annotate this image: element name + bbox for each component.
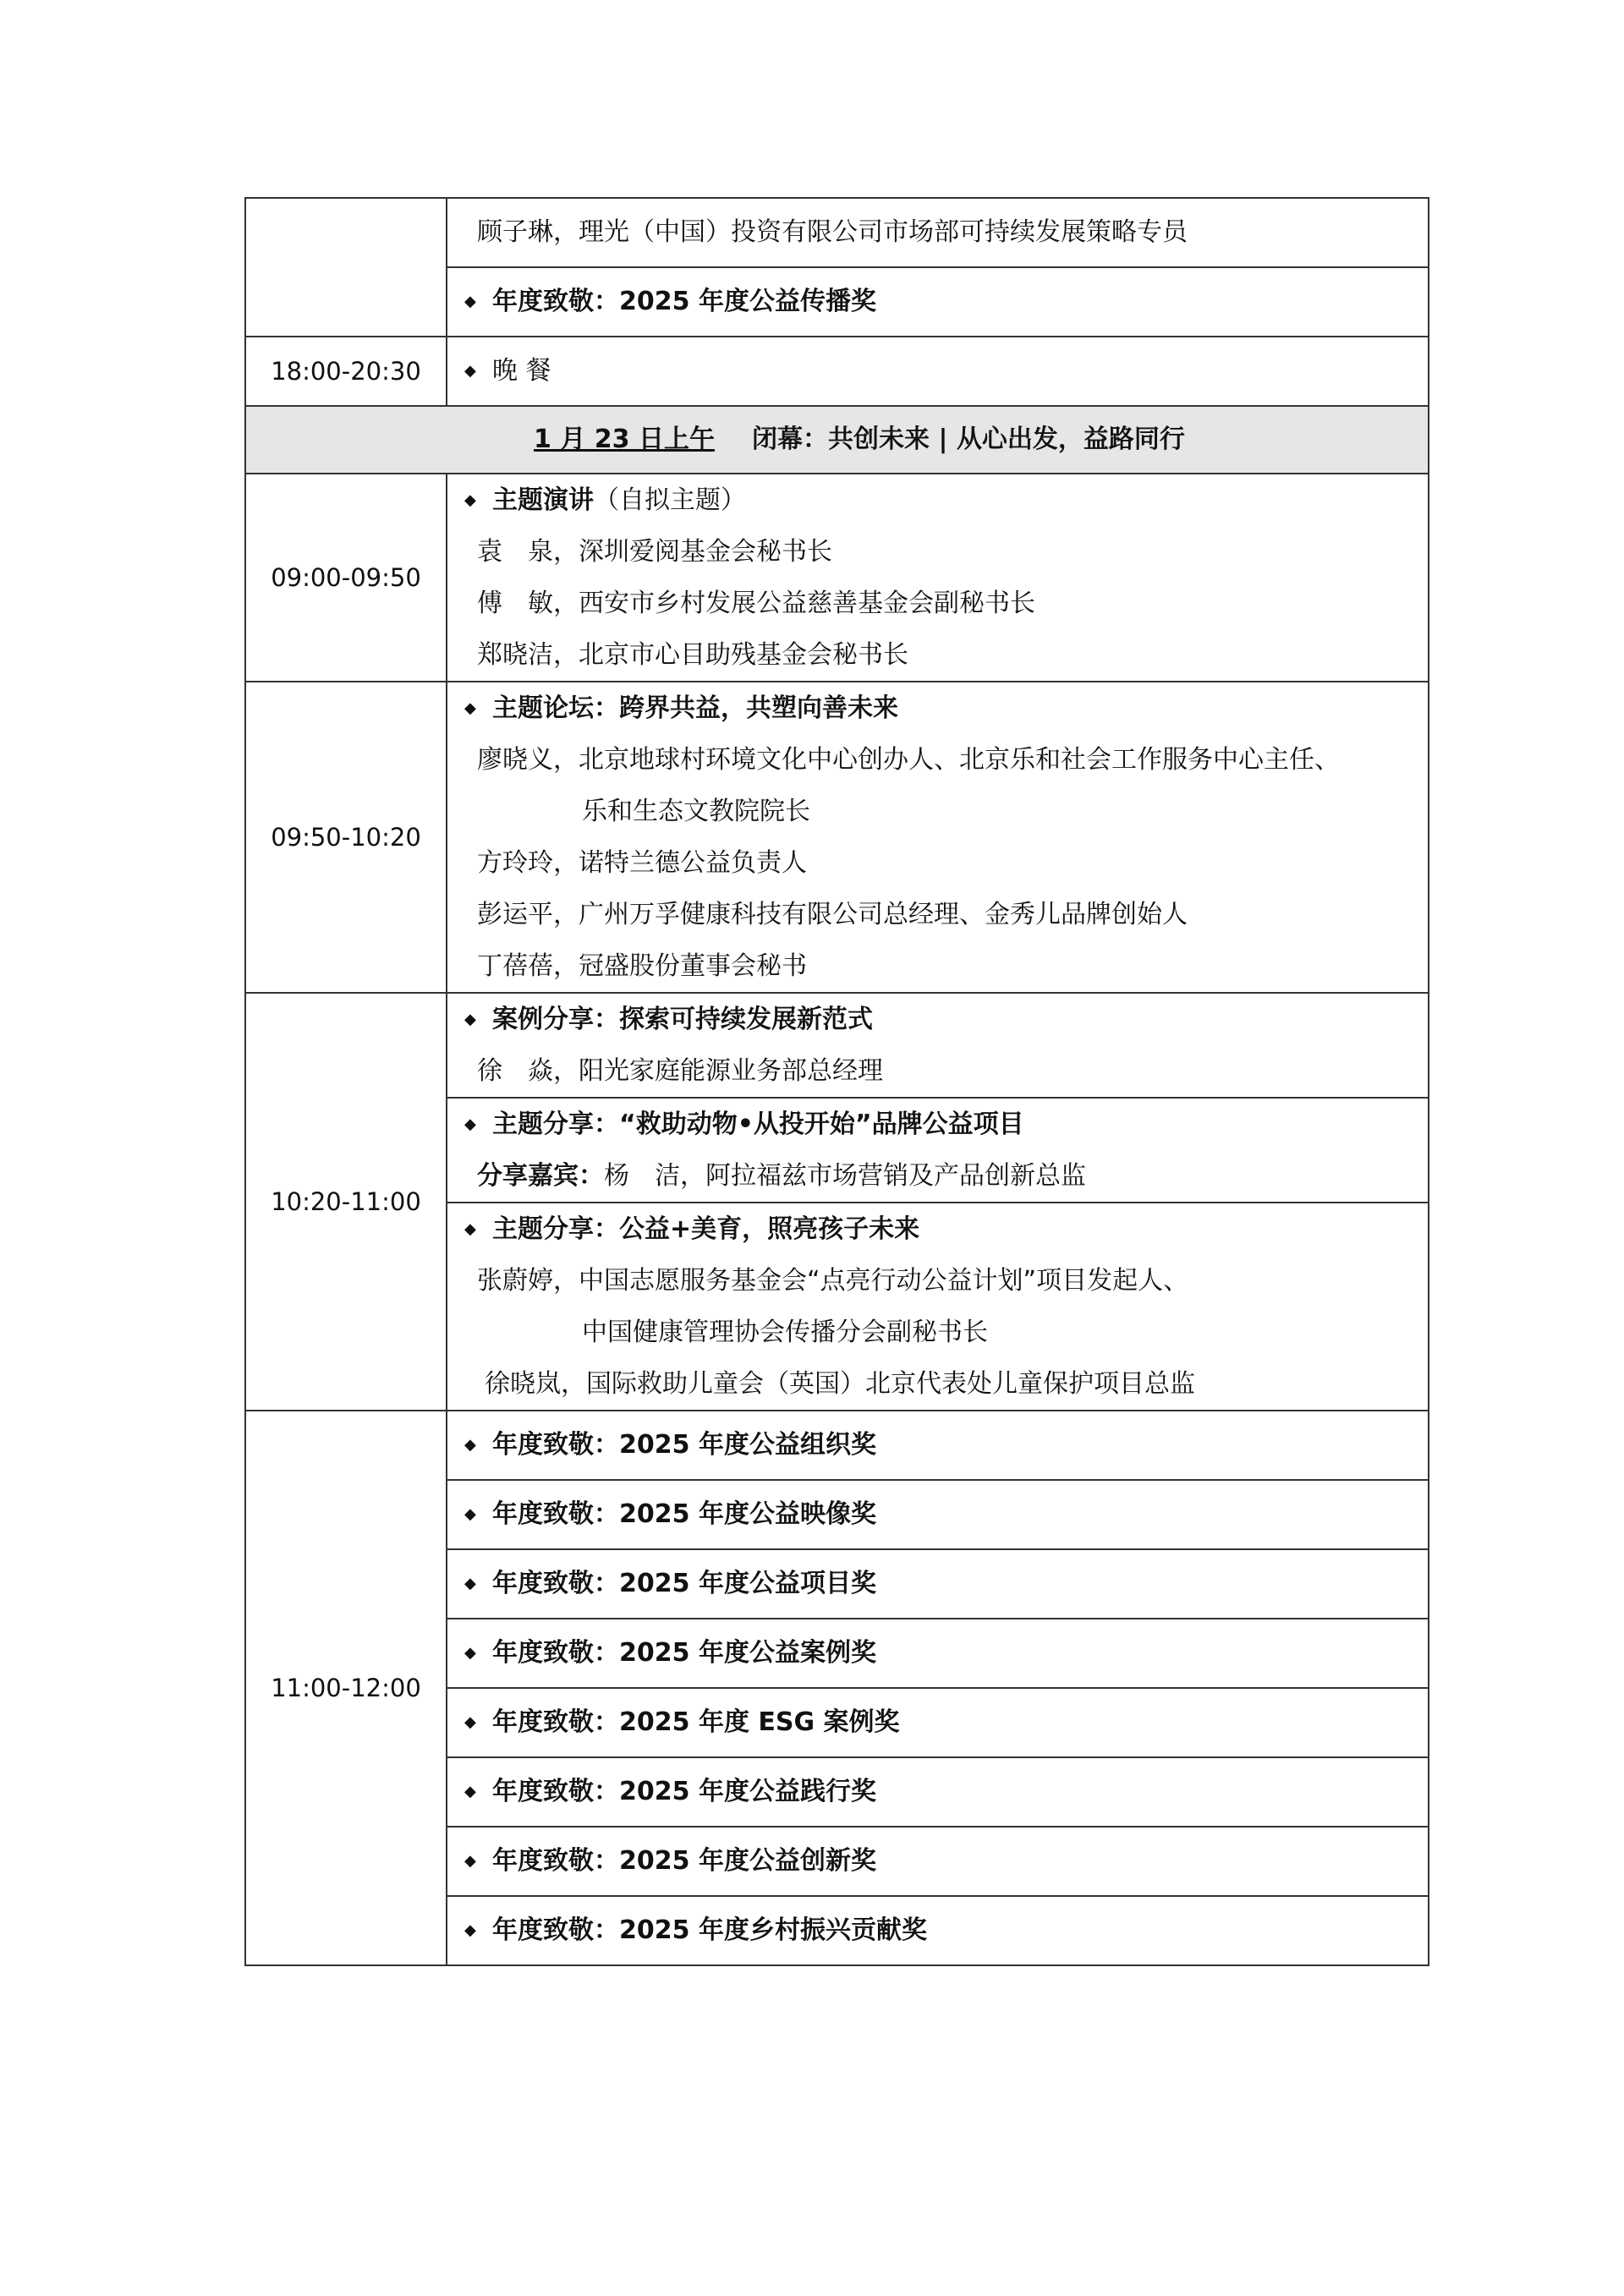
time-cell: 11:00-12:00 [245, 1411, 447, 1965]
award-title: 年度致敬：2025 年度 ESG 案例奖 [492, 1707, 900, 1737]
section-header-row [245, 406, 1429, 474]
bullet-icon: ◆ [464, 1220, 476, 1238]
award-cell [447, 1619, 1429, 1688]
speaker-line-continued: 中国健康管理协会传播分会副秘书长 [582, 1318, 988, 1347]
award-cell [447, 1480, 1429, 1549]
bullet-icon: ◆ [464, 1436, 476, 1454]
speaker-line: 丁蓓蓓，冠盛股份董事会秘书 [477, 951, 807, 981]
speaker-line: 方玲玲，诺特兰德公益负责人 [477, 848, 807, 878]
table-row [245, 474, 1429, 682]
award-cell [447, 1896, 1429, 1965]
case1-cell [447, 993, 1429, 1098]
time-cell: 09:50-10:20 [245, 682, 447, 993]
table-row [245, 682, 1429, 993]
award-title: 年度致敬：2025 年度公益组织奖 [492, 1430, 876, 1460]
speaker-line: 张蔚婷，中国志愿服务基金会“点亮行动公益计划”项目发起人、 [477, 1266, 1189, 1296]
bullet-icon: ◆ [464, 362, 476, 380]
award-title: 年度致敬：2025 年度公益案例奖 [492, 1638, 876, 1668]
bullet-icon: ◆ [464, 699, 476, 717]
section-title: 闭幕：共创未来 | 从心出发，益路同行 [752, 425, 1185, 454]
speaker-line: 袁 泉，深圳爱阅基金会秘书长 [477, 537, 832, 567]
award-title: 年度致敬：2025 年度乡村振兴贡献奖 [492, 1915, 927, 1945]
guest-label: 分享嘉宾： [477, 1161, 604, 1191]
speaker-line: 徐晓岚，国际救助儿童会（英国）北京代表处儿童保护项目总监 [485, 1369, 1195, 1399]
bullet-icon: ◆ [464, 1115, 476, 1133]
case2-head: 主题分享：“救助动物•从投开始”品牌公益项目 [492, 1110, 1024, 1139]
case1-head: 案例分享：探索可持续发展新范式 [492, 1005, 873, 1034]
bullet-icon: ◆ [464, 1852, 476, 1870]
keynote-cell [447, 474, 1429, 682]
award-cell [447, 1827, 1429, 1896]
award-cell [447, 1549, 1429, 1619]
dinner-label: 晚 餐 [492, 356, 551, 386]
award-title: 年度致敬：2025 年度公益创新奖 [492, 1846, 876, 1876]
award-cell [447, 1688, 1429, 1757]
award-cell [447, 267, 1429, 337]
speaker-line: 彭运平，广州万孚健康科技有限公司总经理、金秀儿品牌创始人 [477, 900, 1188, 929]
speaker-line: 郑晓洁，北京市心目助残基金会秘书长 [477, 640, 908, 670]
keynote-head: 主题演讲 [492, 485, 594, 515]
award-title: 年度致敬：2025 年度公益映像奖 [492, 1499, 876, 1529]
speaker-line: 廖晓义，北京地球村环境文化中心创办人、北京乐和社会工作服务中心主任、 [477, 745, 1340, 775]
award-title: 年度致敬：2025 年度公益传播奖 [492, 287, 876, 316]
table-row [245, 198, 1429, 267]
time-cell-empty [245, 198, 447, 337]
speaker-cell [447, 198, 1429, 267]
bullet-icon: ◆ [464, 293, 476, 310]
case3-cell [447, 1203, 1429, 1411]
bullet-icon: ◆ [464, 1713, 476, 1731]
keynote-note: （自拟主题） [594, 485, 746, 515]
table-row [245, 993, 1429, 1098]
forum-head: 主题论坛：跨界共益，共塑向善未来 [492, 693, 898, 723]
table-row [245, 337, 1429, 406]
time-cell: 09:00-09:50 [245, 474, 447, 682]
time-cell: 18:00-20:30 [245, 337, 447, 406]
forum-cell [447, 682, 1429, 993]
bullet-icon: ◆ [464, 1011, 476, 1028]
case3-head: 主题分享：公益+美育，照亮孩子未来 [492, 1214, 920, 1244]
section-header-cell [245, 406, 1429, 474]
award-cell [447, 1411, 1429, 1480]
dinner-cell [447, 337, 1429, 406]
time-cell: 10:20-11:00 [245, 993, 447, 1411]
speaker-line-continued: 乐和生态文教院院长 [582, 797, 810, 826]
bullet-icon: ◆ [464, 1921, 476, 1939]
bullet-icon: ◆ [464, 1575, 476, 1592]
award-cell [447, 1757, 1429, 1827]
section-date: 1 月 23 日上午 [534, 425, 715, 454]
speaker-line: 顾子琳，理光（中国）投资有限公司市场部可持续发展策略专员 [477, 217, 1188, 247]
table-row [245, 1411, 1429, 1480]
bullet-icon: ◆ [464, 1783, 476, 1800]
award-title: 年度致敬：2025 年度公益践行奖 [492, 1777, 876, 1806]
speaker-line: 杨 洁，阿拉福兹市场营销及产品创新总监 [604, 1161, 1086, 1191]
award-title: 年度致敬：2025 年度公益项目奖 [492, 1569, 876, 1598]
case2-cell [447, 1098, 1429, 1203]
bullet-icon: ◆ [464, 1505, 476, 1523]
bullet-icon: ◆ [464, 1644, 476, 1662]
speaker-line: 傅 敏，西安市乡村发展公益慈善基金会副秘书长 [477, 589, 1035, 618]
agenda-table [244, 197, 1429, 1966]
speaker-line: 徐 焱，阳光家庭能源业务部总经理 [477, 1056, 883, 1086]
bullet-icon: ◆ [464, 491, 476, 509]
